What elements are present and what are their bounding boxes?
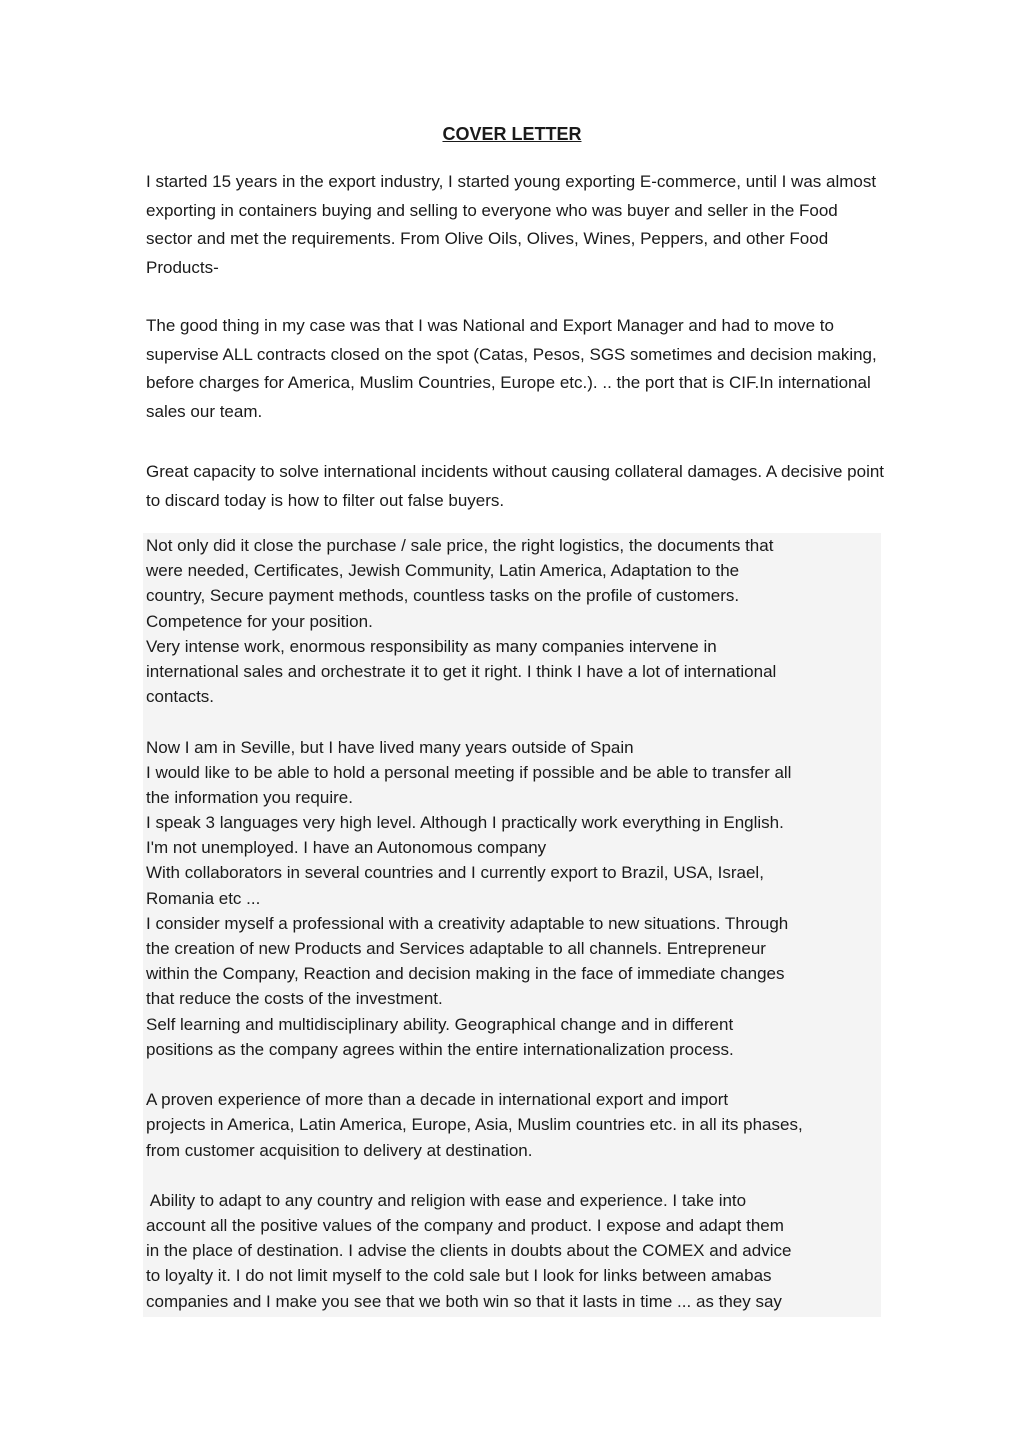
blank-line (146, 1062, 886, 1087)
text-line: that reduce the costs of the investment. (146, 989, 443, 1009)
intro-paragraph-3 (146, 458, 886, 515)
intro-paragraph-2 (146, 312, 886, 426)
text-line: to loyalty it. I do not limit myself to the cold sale but I look for links between amabas (146, 1266, 772, 1286)
text-line: Romania etc ... (146, 888, 261, 908)
text-line: the information you require. (146, 787, 353, 807)
text-line: account all the positive values of the company and product. I expose and adapt them (146, 1216, 784, 1236)
shaded-text-block (146, 533, 886, 1314)
text-line: the creation of new Products and Services adaptable to all channels. Entrepreneur (146, 939, 766, 958)
text-line: international sales and orchestrate it to get it right. I think I have a lot of international (146, 661, 777, 681)
text-line: Now I am in Seville, but I have lived many years outside of Spain (146, 737, 634, 757)
text-line: Self learning and multidisciplinary ability. Geographical change and in different (146, 1014, 734, 1034)
text-line: within the Company, Reaction and decision making in the face of immediate changes (146, 964, 785, 984)
text-line: positions as the company agrees within the entire internationalization process. (146, 1039, 734, 1059)
text-line: I consider myself a professional with a creativity adaptable to new situations. Through (146, 913, 789, 933)
paragraph-text: Great capacity to solve international incidents without causing collateral damages. A decisive point to discard today is how to filter out false buyers. (146, 462, 885, 510)
text-line: I would like to be able to hold a personal meeting if possible and be able to transfer all (146, 762, 792, 782)
blank-line (146, 1163, 886, 1188)
text-line: in the place of destination. I advise the clients in doubts about the COMEX and advice (146, 1241, 792, 1261)
text-line: were needed, Certificates, Jewish Community, Latin America, Adaptation to the (146, 561, 740, 581)
text-line: Competence for your position. (146, 611, 373, 631)
paragraph-text: The good thing in my case was that I was National and Export Manager and had to move to supervise ALL contracts closed on the spot (Catas, Pesos, SGS sometimes and decision making, before charges for America, Muslim Countries, Europe etc.). .. the port that is CIF.In international sales our team. (146, 316, 877, 421)
text-line: Not only did it close the purchase / sale price, the right logistics, the documents that (146, 536, 774, 555)
paragraph-text: I started 15 years in the export industry, I started young exporting E-commerce, until I was almost exporting in containers buying and selling to everyone who was buyer and seller in the Food sector and met the requirements. From Olive Oils, Olives, Wines, Peppers, and other Food Products- (146, 172, 877, 277)
intro-paragraph-1 (146, 168, 886, 282)
page-title: COVER LETTER (442, 124, 582, 144)
text-line: I'm not unemployed. I have an Autonomous company (146, 838, 547, 858)
text-line: A proven experience of more than a decade in international export and import (146, 1090, 729, 1110)
text-line: companies and I make you see that we both win so that it lasts in time ... as they say (146, 1291, 782, 1311)
text-line: Very intense work, enormous responsibility as many companies intervene in (146, 636, 717, 656)
text-line: Ability to adapt to any country and religion with ease and experience. I take into (146, 1190, 747, 1210)
text-line: I speak 3 languages very high level. Although I practically work everything in English. (146, 813, 784, 833)
blank-line (146, 709, 886, 734)
text-line: country, Secure payment methods, countless tasks on the profile of customers. (146, 586, 740, 606)
text-line: from customer acquisition to delivery at destination. (146, 1140, 533, 1160)
text-line: projects in America, Latin America, Europe, Asia, Muslim countries etc. in all its phases, (146, 1115, 803, 1135)
text-line: contacts. (146, 687, 215, 707)
text-line: With collaborators in several countries and I currently export to Brazil, USA, Israel, (146, 863, 764, 883)
